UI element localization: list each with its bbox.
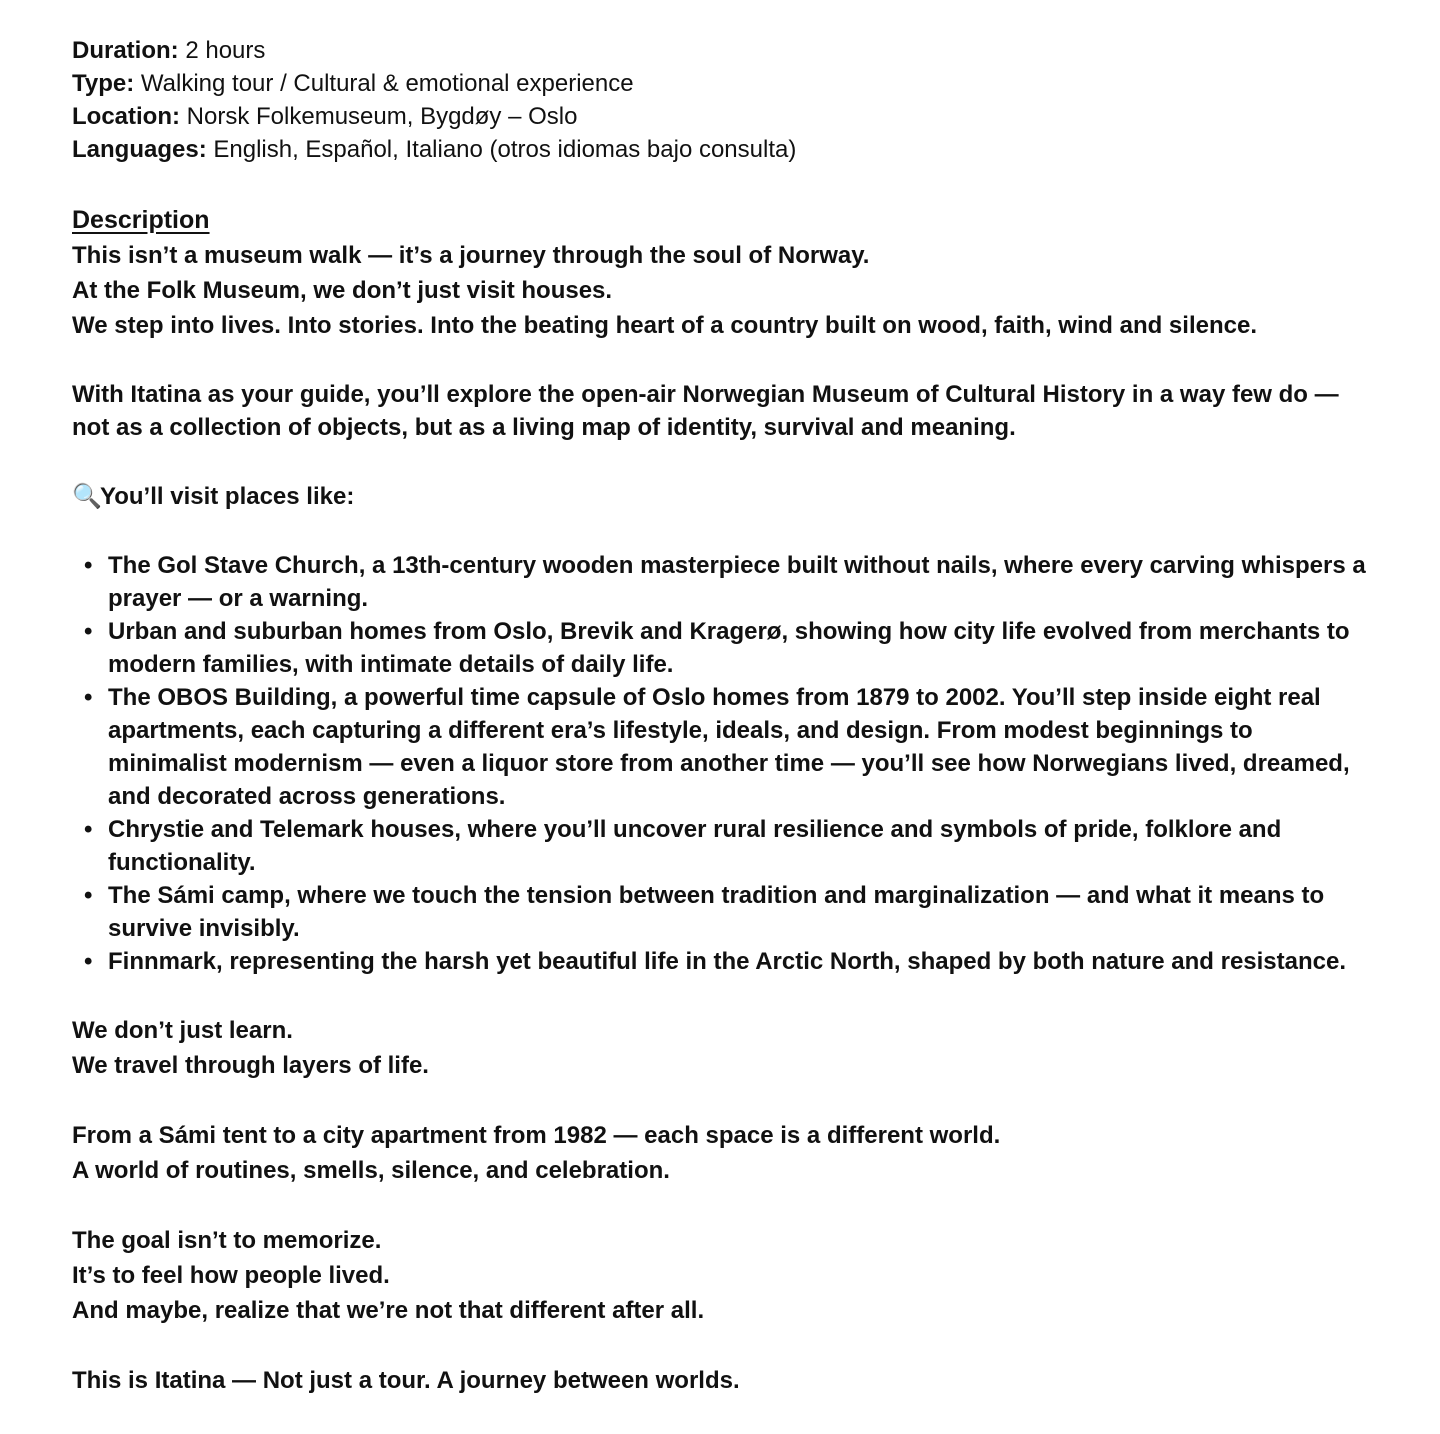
type-line (72, 67, 1368, 100)
bullet-icon: • (84, 816, 93, 843)
place-text: The Gol Stave Church, a 13th-century wooden masterpiece built without nails, where every carving whispers a prayer — or a warning. (108, 552, 1366, 612)
goal-line: The goal isn’t to memorize. (72, 1227, 382, 1254)
paragraph-spacer (72, 343, 1368, 378)
guide-paragraph: With Itatina as your guide, you’ll explore the open-air Norwegian Museum of Cultural History in a way few do — not as a collection of objects, but as a living map of identity, survival and meaning. (72, 381, 1339, 441)
bullet-icon: • (84, 552, 93, 579)
list-item (84, 879, 1368, 945)
paragraph-spacer (72, 1188, 1368, 1223)
bullet-icon: • (84, 948, 93, 975)
learn-line: We travel through layers of life. (72, 1052, 429, 1079)
paragraph-spacer (72, 978, 1368, 1013)
bullet-icon: • (84, 882, 93, 909)
description-heading: Description (72, 206, 210, 234)
duration-line (72, 34, 1368, 67)
list-item (84, 681, 1368, 813)
type-value: Walking tour / Cultural & emotional experience (140, 70, 634, 97)
list-item (84, 615, 1368, 681)
list-item (84, 945, 1368, 978)
bullet-icon: • (84, 618, 93, 645)
languages-line (72, 133, 1368, 166)
closing-line: This is Itatina — Not just a tour. A journey between worlds. (72, 1367, 740, 1394)
languages-value: English, Español, Italiano (otros idiomas bajo consulta) (213, 136, 797, 163)
duration-label: Duration: (72, 37, 179, 64)
place-text: Chrystie and Telemark houses, where you’ll uncover rural resilience and symbols of pride, folklore and functionality. (108, 816, 1282, 876)
learn-line: We don’t just learn. (72, 1017, 293, 1044)
location-label: Location: (72, 103, 180, 130)
type-label: Type: (72, 70, 135, 97)
intro-line: At the Folk Museum, we don’t just visit houses. (72, 277, 613, 304)
paragraph-spacer (72, 444, 1368, 479)
location-value: Norsk Folkemuseum, Bygdøy – Oslo (186, 103, 578, 130)
paragraph-spacer (72, 1328, 1368, 1363)
place-text: Finnmark, representing the harsh yet beautiful life in the Arctic North, shaped by both nature and resistance. (108, 948, 1347, 975)
place-text: The OBOS Building, a powerful time capsule of Oslo homes from 1879 to 2002. You’ll step inside eight real apartments, each capturing a different era’s lifestyle, ideals, and design. From modest beginnings to minimalist modernism — even a liquor store from another time — you’ll see how Norwegians lived, dreamed, and decorated across generations. (108, 684, 1350, 810)
goal-line: And maybe, realize that we’re not that different after all. (72, 1297, 705, 1324)
places-list (72, 549, 1368, 978)
bullet-icon: • (84, 684, 93, 711)
duration-value: 2 hours (185, 37, 266, 64)
paragraph-spacer (72, 1083, 1368, 1118)
visit-heading-line (72, 479, 1368, 514)
visit-heading: You’ll visit places like: (100, 483, 355, 510)
list-item (84, 549, 1368, 615)
goal-line: It’s to feel how people lived. (72, 1262, 390, 1289)
place-text: Urban and suburban homes from Oslo, Brevik and Kragerø, showing how city life evolved from merchants to modern families, with intimate details of daily life. (108, 618, 1350, 678)
list-item (84, 813, 1368, 879)
languages-label: Languages: (72, 136, 207, 163)
location-line (72, 100, 1368, 133)
place-text: The Sámi camp, where we touch the tension between tradition and marginalization — and what it means to survive invisibly. (108, 882, 1325, 942)
worlds-line: A world of routines, smells, silence, and celebration. (72, 1157, 670, 1184)
intro-line: This isn’t a museum walk — it’s a journey through the soul of Norway. (72, 242, 870, 269)
magnifier-icon: 🔍 (72, 483, 102, 510)
worlds-line: From a Sámi tent to a city apartment from 1982 — each space is a different world. (72, 1122, 1001, 1149)
intro-line: We step into lives. Into stories. Into the beating heart of a country built on wood, faith, wind and silence. (72, 312, 1257, 339)
